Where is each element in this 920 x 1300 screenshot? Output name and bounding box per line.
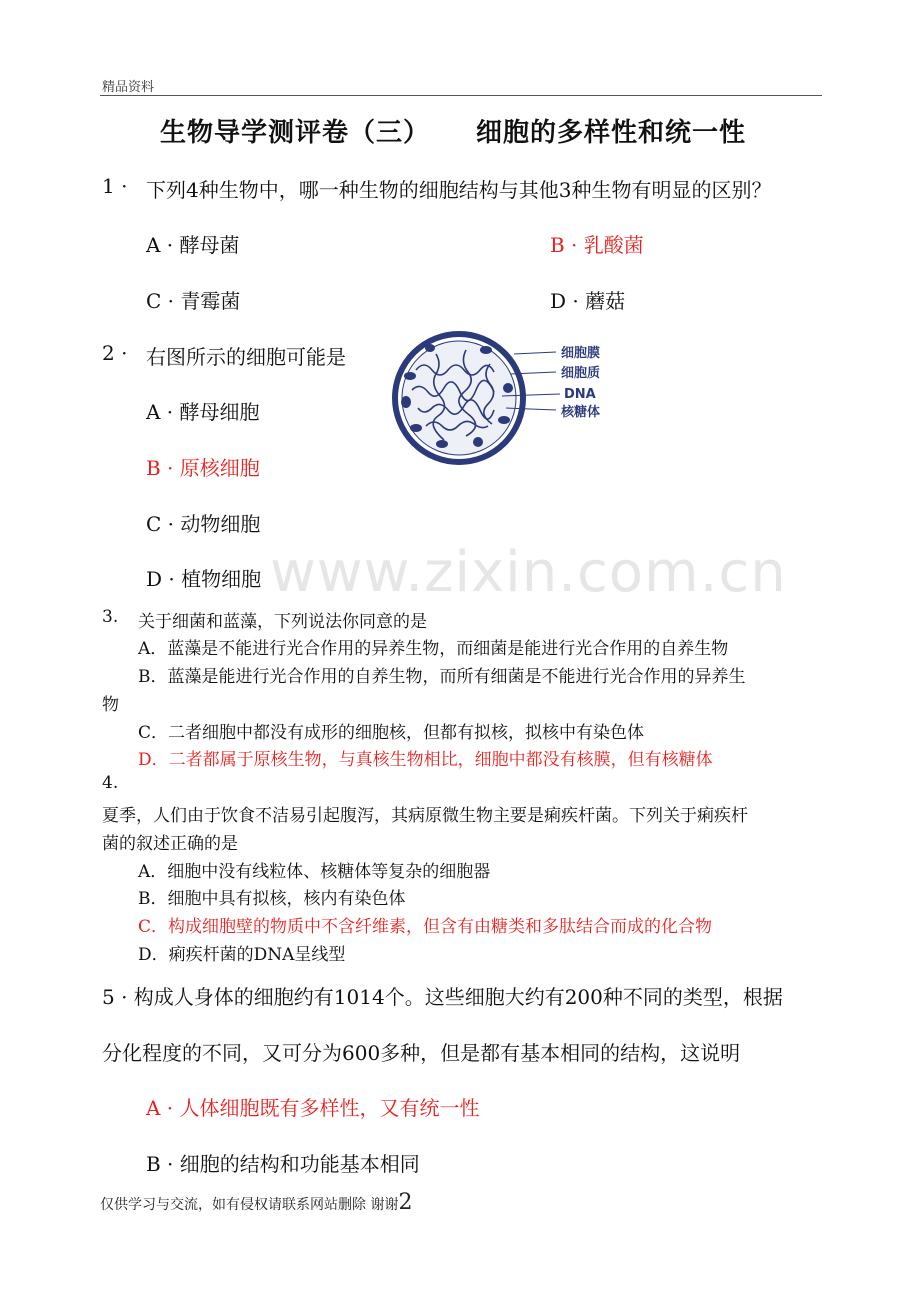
header-label: 精品资料 [102, 80, 155, 95]
q2-option-d: D · 植物细胞 [146, 567, 262, 591]
q4-option-c: C．构成细胞壁的物质中不含纤维素，但含有由糖类和多肽结合而成的化合物 [138, 917, 713, 937]
prokaryotic-cell-diagram [386, 330, 626, 470]
title-part2: 细胞的多样性和统一性 [476, 118, 747, 148]
q2-option-b: B · 原核细胞 [146, 456, 260, 480]
q2-option-c: C · 动物细胞 [146, 512, 261, 536]
label-cell-membrane: 细胞膜 [561, 346, 601, 361]
label-dna: DNA [564, 387, 596, 402]
q1-option-d: D · 蘑菇 [550, 289, 626, 313]
q3-option-c: C．二者细胞中都没有成形的细胞核，但都有拟核，拟核中有染色体 [138, 723, 645, 743]
q4-number: 4. [102, 773, 119, 793]
watermark: www.zixin.com.cn [270, 540, 787, 605]
q2-stem: 右图所示的细胞可能是 [146, 345, 346, 369]
q5-stem-line1: 5 · 构成人身体的细胞约有1014个。这些细胞大约有200种不同的类型，根据 [102, 985, 783, 1009]
q2-option-a: A · 酵母细胞 [146, 400, 260, 424]
q4-option-a: A．细胞中没有线粒体、核糖体等复杂的细胞器 [138, 862, 491, 882]
footer [100, 1190, 412, 1215]
q3-number: 3. [102, 607, 119, 627]
q5-stem-line2: 分化程度的不同，又可分为600多种，但是都有基本相同的结构，这说明 [102, 1041, 741, 1065]
q1-option-a: A · 酵母菌 [146, 233, 240, 257]
q3-option-a: A．蓝藻是不能进行光合作用的异养生物，而细菌是能进行光合作用的自养生物 [138, 639, 729, 659]
header-rule [100, 95, 822, 96]
title-part1: 生物导学测评卷（三） [160, 118, 431, 148]
label-ribosome: 核糖体 [561, 405, 601, 420]
q3-option-d: D．二者都属于原核生物，与真核生物相比，细胞中都没有核膜，但有核糖体 [138, 750, 713, 770]
label-cytoplasm: 细胞质 [561, 366, 601, 381]
page-title [160, 112, 746, 149]
q1-option-b: B · 乳酸菌 [550, 233, 644, 257]
footer-text: 仅供学习与交流，如有侵权请联系网站删除 谢谢 [100, 1197, 399, 1213]
page-number: 2 [398, 1190, 413, 1215]
q4-option-d: D．痢疾杆菌的DNA呈线型 [138, 945, 346, 965]
q3-option-b-cont: 物 [102, 695, 119, 715]
q3-option-b: B．蓝藻是能进行光合作用的自养生物，而所有细菌是不能进行光合作用的异养生 [138, 667, 746, 687]
q5-option-a: A · 人体细胞既有多样性，又有统一性 [146, 1096, 480, 1120]
q4-stem-line1: 夏季，人们由于饮食不洁易引起腹泻，其病原微生物主要是痢疾杆菌。下列关于痢疾杆 [102, 806, 748, 826]
q1-option-c: C · 青霉菌 [146, 289, 241, 313]
q1-number: 1 · [102, 174, 128, 198]
q1-stem: 下列4种生物中，哪一种生物的细胞结构与其他3种生物有明显的区别？ [146, 178, 772, 202]
q4-stem-line2: 菌的叙述正确的是 [102, 834, 238, 854]
q5-option-b: B · 细胞的结构和功能基本相同 [146, 1152, 420, 1176]
q2-number: 2 · [102, 341, 128, 365]
q3-stem: 关于细菌和蓝藻，下列说法你同意的是 [138, 612, 427, 632]
q4-option-b: B．细胞中具有拟核，核内有染色体 [138, 889, 406, 909]
